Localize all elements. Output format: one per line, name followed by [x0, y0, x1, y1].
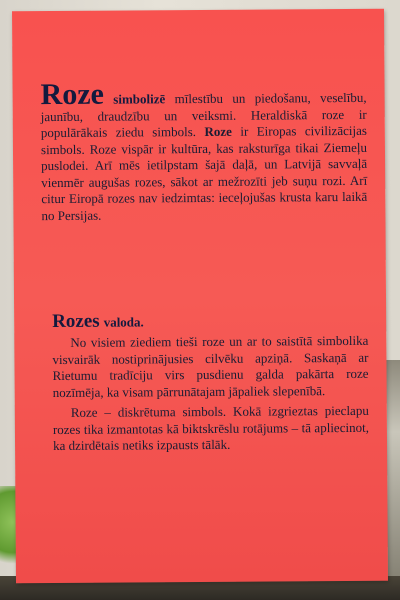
red-poster [12, 9, 388, 584]
section2-paragraph-2: Roze – diskrētuma simbols. Kokā izgrieztas pieclapu rozes tika izmantotas kā biktskrēslu rotājums – tā apliecinot, ka dzirdētais netiks izpausts tālāk. [52, 402, 369, 454]
section1-first-line [40, 77, 368, 224]
section1-heading-big: Roze [40, 77, 105, 112]
section-rose-symbol [40, 77, 368, 224]
section-rose-language [52, 309, 369, 455]
section2-paragraph-1: No visiem ziediem tieši roze un ar to saistītā simbolika visvairāk nostiprinājusies cilvēku apziņā. Saskaņā ar Rietumu tradīciju virs pusdienu galda pakārta roze nozīmēja, ka visam pārrunātajam jāpaliek slepenībā. [52, 332, 369, 400]
section1-heading-small: simbolizē [113, 91, 166, 107]
section1-body-after-bold: ir Eiropas civilizācijas simbols. Roze vispār ir kultūra, kas raksturīga tikai Ziemeļu puslodei. Arī mēs ietilpstam šajā daļā, un Latvijā savvaļā vienmēr augušas rozes, sākot ar mežrozīti jeb suņu rozi. Arī citur Eiropā rozes nav iedzimtas: ieceļojušas krusta karu laikā no Persijas. [40, 122, 368, 223]
section2-heading-big: Rozes [52, 310, 100, 333]
section1-body-before-bold: veselību, jaunību, draudzību un veiksmi. Heraldiskā roze ir populārākais ziedu simbols. [40, 89, 367, 141]
section1-line1-rest: mīlestību un piedošanu, [174, 90, 311, 107]
section1-bold-word: Roze [204, 123, 232, 139]
section2-heading [52, 309, 368, 333]
section2-heading-small: valoda. [103, 314, 144, 330]
